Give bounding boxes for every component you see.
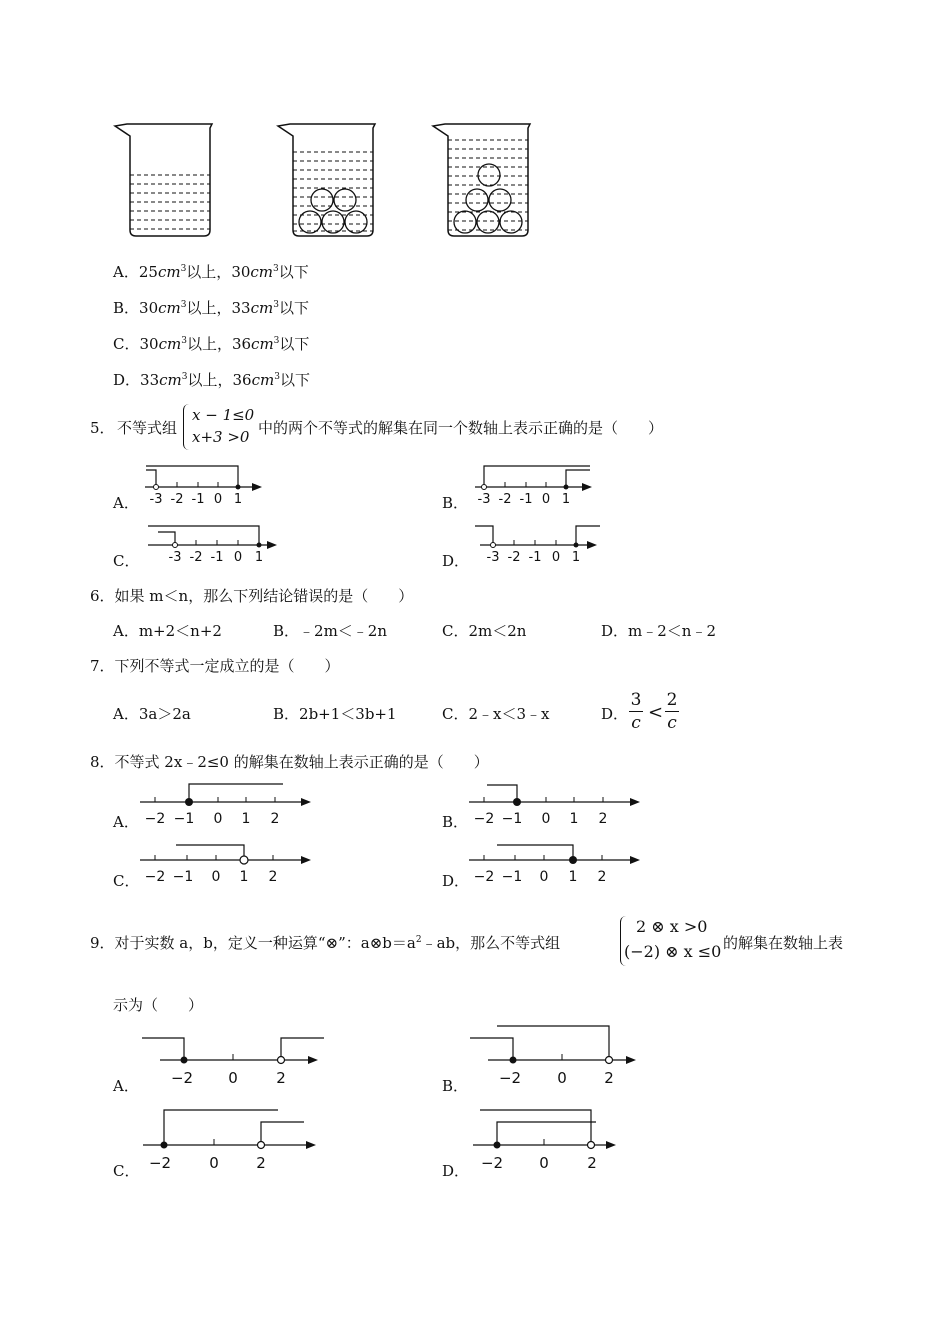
q8-numberline-b [467, 778, 647, 828]
fraction-2-over-c: 2 c [666, 690, 678, 733]
tick-label: 0 [539, 1154, 549, 1172]
q6-stem: 6．如果 m＜n，那么下列结论错误的是（ ） [90, 587, 414, 605]
tick-label: -1 [191, 492, 205, 507]
tick-label: 2 [587, 1154, 597, 1172]
q6-option-b[interactable]: B．﹣2m＜﹣2n [273, 622, 387, 640]
q4-option-a[interactable]: A．$25cm^3$以上，$30cm^3$以下 [113, 263, 309, 281]
q5-prefix: 不等式组 [117, 419, 178, 437]
q5-line1: x − 1≤0 [192, 406, 255, 424]
q9-line1: 2 ⊗ x >0 [636, 917, 708, 936]
tick-label: 1 [254, 550, 264, 565]
tick-label: 1 [569, 811, 579, 827]
tick-label: −2 [148, 1154, 172, 1172]
tick-label: −1 [501, 869, 523, 885]
q4-option-b[interactable]: B．$30cm^3$以上，$33cm^3$以下 [113, 299, 309, 317]
q5-numberline-b [470, 460, 600, 508]
q4-option-d[interactable]: D．$33cm^3$以上，$36cm^3$以下 [113, 371, 310, 389]
q5-number: 5． [90, 419, 115, 437]
q9-stem-tail: 的解集在数轴上表 [723, 934, 844, 952]
tick-label: -1 [528, 550, 542, 565]
q8-label-b[interactable]: B． [442, 813, 469, 831]
q9-line2: (−2) ⊗ x ≤0 [624, 942, 722, 961]
tick-label: 1 [571, 550, 581, 565]
q7-stem: 7．下列不等式一定成立的是（ ） [90, 657, 340, 675]
q9-label-a[interactable]: A． [113, 1077, 139, 1095]
q8-numberline-d [467, 837, 647, 887]
q9-numberline-a [140, 1030, 340, 1090]
q5-label-d[interactable]: D． [442, 552, 470, 570]
balls [299, 189, 367, 233]
tick-label: -2 [507, 550, 521, 565]
tick-label: −2 [473, 869, 495, 885]
tick-label: 2 [598, 811, 608, 827]
q5-label-a[interactable]: A． [113, 494, 139, 512]
tick-label: −1 [172, 869, 194, 885]
q6-option-c[interactable]: C．2m＜2n [442, 622, 527, 640]
tick-label: 0 [213, 492, 223, 507]
tick-label: 2 [597, 869, 607, 885]
tick-label: 1 [561, 492, 571, 507]
tick-label: 0 [233, 550, 243, 565]
q6-option-d[interactable]: D．m﹣2＜n﹣2 [601, 622, 716, 640]
tick-label: 0 [213, 811, 223, 827]
q7-option-a[interactable]: A．3a＞2a [113, 705, 191, 723]
tick-label: 1 [241, 811, 251, 827]
tick-label: -3 [149, 492, 163, 507]
tick-label: −2 [473, 811, 495, 827]
q5-suffix: 中的两个不等式的解集在同一个数轴上表示正确的是（ ） [258, 419, 664, 437]
q5-line2: x+3 >0 [192, 428, 250, 446]
tick-label: -2 [170, 492, 184, 507]
tick-label: 1 [239, 869, 249, 885]
tick-label: 0 [211, 869, 221, 885]
beaker-empty [115, 124, 212, 236]
tick-label: 0 [209, 1154, 219, 1172]
q9-numberline-b [468, 1022, 648, 1090]
fraction-3-over-c: 3 c [630, 690, 642, 733]
q4-option-c[interactable]: C．$30cm^3$以上，$36cm^3$以下 [113, 335, 310, 353]
q9-numberline-c [138, 1104, 318, 1176]
tick-label: −2 [144, 869, 166, 885]
q9-stem-end: 示为（ ） [113, 996, 204, 1014]
q8-numberline-a [138, 778, 318, 828]
q8-stem: 8．不等式 2x﹣2≤0 的解集在数轴上表示正确的是（ ） [90, 753, 489, 771]
q5-numberline-a [140, 460, 270, 508]
q5-brace [183, 404, 190, 450]
tick-label: 0 [557, 1069, 567, 1087]
option-letter: A． [113, 263, 139, 281]
beaker-four-balls [278, 124, 375, 236]
tick-label: 2 [256, 1154, 266, 1172]
tick-label: -1 [519, 492, 533, 507]
tick-label: -3 [477, 492, 491, 507]
q7-option-d[interactable]: D． [601, 705, 629, 723]
q8-label-c[interactable]: C． [113, 872, 140, 890]
q5-label-c[interactable]: C． [113, 552, 140, 570]
q7-option-b[interactable]: B．2b+1＜3b+1 [273, 705, 397, 723]
q9-label-b[interactable]: B． [442, 1077, 469, 1095]
tick-label: -2 [189, 550, 203, 565]
tick-label: 0 [551, 550, 561, 565]
tick-label: 0 [541, 492, 551, 507]
tick-label: −2 [144, 811, 166, 827]
tick-label: -1 [210, 550, 224, 565]
tick-label: 0 [539, 869, 549, 885]
tick-label: -3 [168, 550, 182, 565]
q8-label-a[interactable]: A． [113, 813, 139, 831]
tick-label: −1 [173, 811, 195, 827]
q9-label-d[interactable]: D． [442, 1162, 470, 1180]
q5-label-b[interactable]: B． [442, 494, 469, 512]
q6-option-a[interactable]: A．m+2＜n+2 [113, 622, 222, 640]
less-than-sign: < [648, 702, 664, 723]
q9-numberline-d [468, 1104, 648, 1176]
tick-label: −2 [498, 1069, 522, 1087]
tick-label: −2 [170, 1069, 194, 1087]
tick-label: 0 [541, 811, 551, 827]
q5-numberline-d [470, 518, 605, 566]
tick-label: 2 [276, 1069, 286, 1087]
tick-label: 2 [270, 811, 280, 827]
tick-label: 2 [268, 869, 278, 885]
q7-option-c[interactable]: C．2﹣x＜3﹣x [442, 705, 550, 723]
q9-stem: 9．对于实数 a，b，定义一种运算“⊗”：$a\otimes b=a^2﹣ab$，那么不等式组 [90, 934, 561, 952]
q8-numberline-c [138, 837, 318, 887]
tick-label: -3 [486, 550, 500, 565]
q5-numberline-c [140, 518, 280, 566]
tick-label: 1 [233, 492, 243, 507]
tick-label: −1 [501, 811, 523, 827]
tick-label: 2 [604, 1069, 614, 1087]
q9-label-c[interactable]: C． [113, 1162, 140, 1180]
beaker-figure [105, 118, 545, 243]
tick-label: −2 [480, 1154, 504, 1172]
beaker-six-balls [433, 124, 530, 236]
tick-label: -2 [498, 492, 512, 507]
tick-label: 1 [568, 869, 578, 885]
tick-label: 0 [228, 1069, 238, 1087]
q8-label-d[interactable]: D． [442, 872, 470, 890]
